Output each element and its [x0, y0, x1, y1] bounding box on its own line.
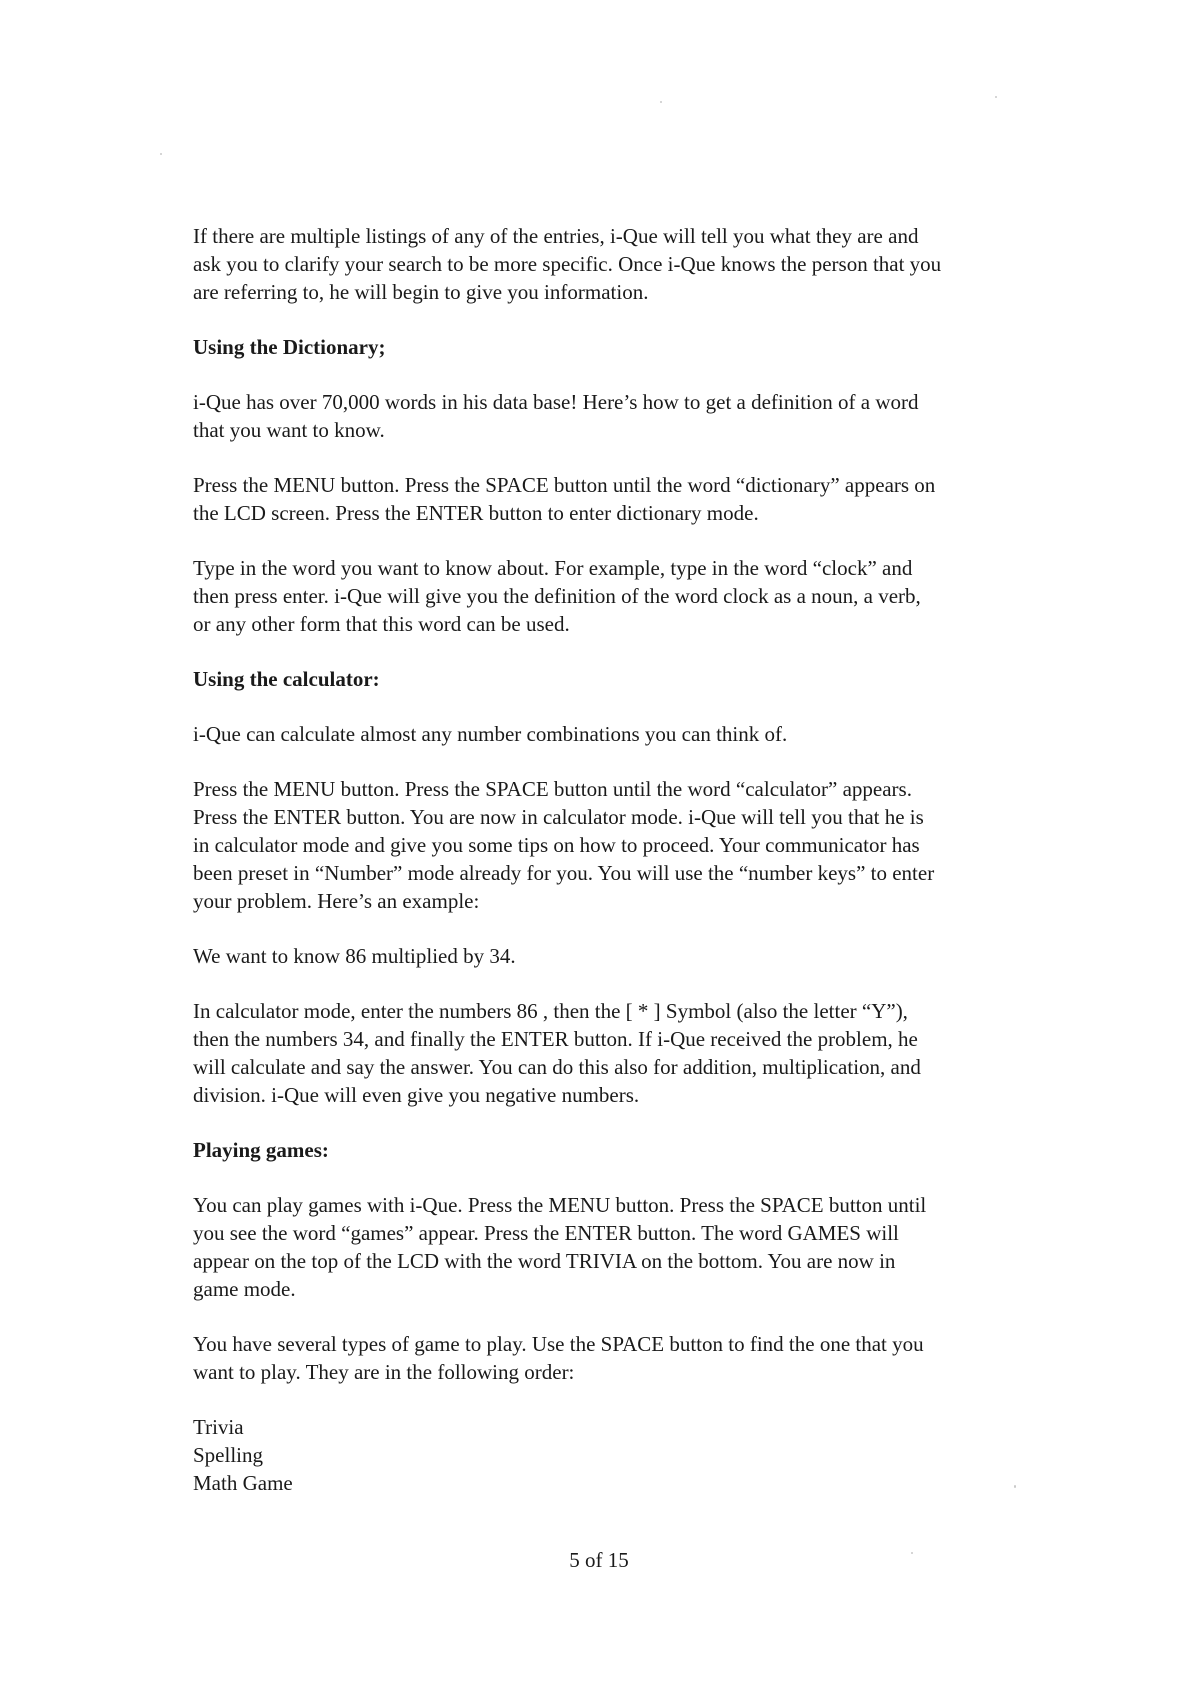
paragraph-dictionary-example: Type in the word you want to know about. For example, type in the word “clock” and then press enter. i-Que will give you the definition of the word clock as a noun, a verb, or any other form that this word can be used. [193, 556, 921, 636]
heading-dictionary: Using the Dictionary; [193, 335, 386, 359]
scan-speck [995, 96, 997, 98]
scan-speck [160, 153, 162, 155]
list-item: Trivia [193, 1415, 244, 1439]
paragraph-calculator-steps: Press the MENU button. Press the SPACE button until the word “calculator” appears. Press the ENTER button. You are now in calculator mode. i-Que will tell you that he is in calculator mode and give you some tips on how to proceed. Your communicator has been preset in “Number” mode already for you. You will use the “number keys” to enter your problem. Here’s an example: [193, 777, 935, 913]
document-body [193, 222, 1073, 1497]
paragraph-calculator-example-question: We want to know 86 multiplied by 34. [193, 944, 516, 968]
game-list [193, 1413, 1073, 1497]
list-item: Spelling [193, 1443, 264, 1467]
scan-speck [660, 101, 662, 103]
heading-calculator: Using the calculator: [193, 667, 380, 691]
paragraph-calculator-example-steps: In calculator mode, enter the numbers 86 , then the [ * ] Symbol (also the letter “Y”), then the numbers 34, and finally the ENTER button. If i-Que received the problem, he will calculate and say the answer. You can do this also for addition, multiplication, and division. i-Que will even give you negative numbers. [193, 999, 921, 1107]
paragraph-multiple-listings: If there are multiple listings of any of the entries, i-Que will tell you what they are and ask you to clarify your search to be more specific. Once i-Que knows the person that you are referring to, he will begin to give you information. [193, 224, 942, 304]
paragraph-games-steps: You can play games with i-Que. Press the MENU button. Press the SPACE button until you see the word “games” appear. Press the ENTER button. The word GAMES will appear on the top of the LCD with the word TRIVIA on the bottom. You are now in game mode. [193, 1193, 927, 1301]
paragraph-games-types: You have several types of game to play. Use the SPACE button to find the one that you want to play. They are in the following order: [193, 1332, 924, 1384]
heading-games: Playing games: [193, 1138, 329, 1162]
list-item: Math Game [193, 1471, 293, 1495]
paragraph-dictionary-intro: i-Que has over 70,000 words in his data base! Here’s how to get a definition of a word that you want to know. [193, 390, 919, 442]
page-number: 5 of 15 [569, 1548, 629, 1572]
paragraph-dictionary-steps: Press the MENU button. Press the SPACE button until the word “dictionary” appears on the LCD screen. Press the ENTER button to enter dictionary mode. [193, 473, 936, 525]
paragraph-calculator-intro: i-Que can calculate almost any number combinations you can think of. [193, 722, 788, 746]
